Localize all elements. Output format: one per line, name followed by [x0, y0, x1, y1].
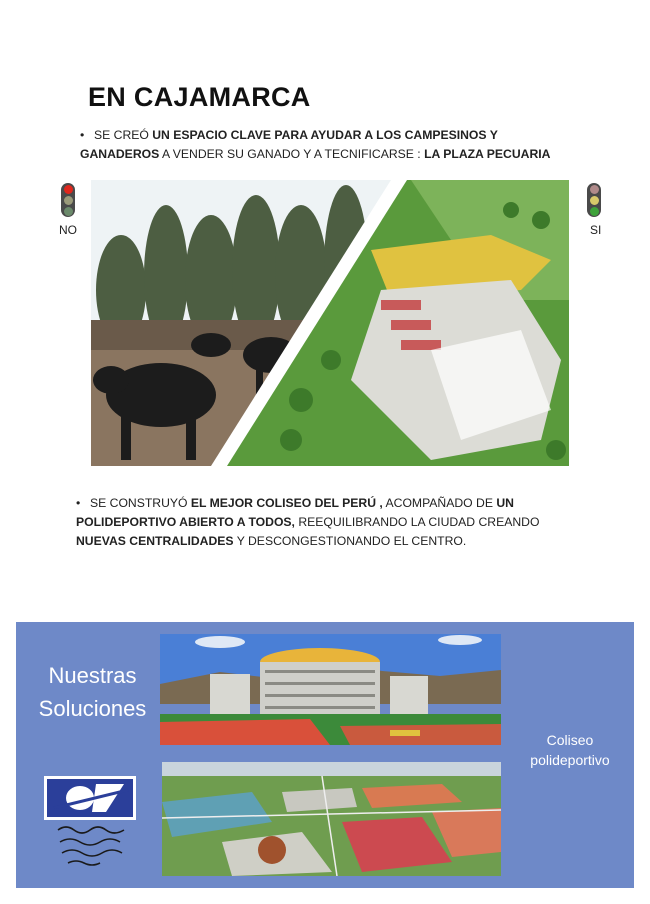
traffic-light-red-icon — [61, 183, 75, 217]
bullet-marker: • — [80, 128, 85, 142]
bullet-marker: • — [76, 496, 81, 510]
plaza-comparison-image — [91, 180, 569, 466]
si-label: SI — [590, 223, 602, 237]
architect-signature — [54, 822, 134, 868]
coliseo-photo — [160, 634, 501, 745]
panel-title: Nuestras Soluciones — [38, 663, 147, 721]
page-title: EN CAJAMARCA — [88, 82, 311, 112]
architect-logo — [44, 776, 136, 820]
bullet-coliseo: • SE CONSTRUYÓ EL MEJOR COLISEO DEL PERÚ , ACOMPAÑADO DE UN POLIDEPORTIVO ABIERTO A TODOS, REEQUILIBRANDO LA CIUDAD CREANDO NUEVAS CENTRALIDADES Y DESCONGESTIONANDO EL CENTRO. — [76, 496, 540, 548]
panel-caption: Coliseo polideportivo — [530, 732, 610, 768]
bullet-plaza-pecuaria: • SE CREÓ UN ESPACIO CLAVE PARA AYUDAR A LOS CAMPESINOS Y GANADEROS A VENDER SU GANADO Y A TECNIFICARSE : LA PLAZA PECUARIA — [80, 128, 551, 161]
traffic-light-green-icon — [587, 183, 601, 217]
no-label: NO — [59, 223, 77, 237]
polideportivo-photo — [162, 762, 501, 876]
